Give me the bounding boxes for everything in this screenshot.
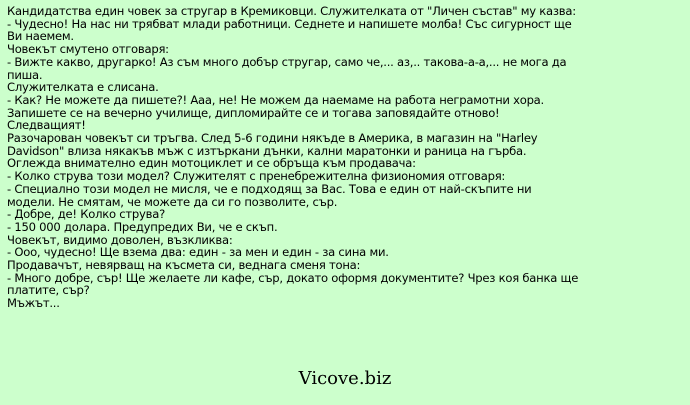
text-line: Разочарован човекът си тръгва. След 5-6 години някъде в Америка, в магазин на "Harley Davidson" влиза някакъв мъж с изтъркани дънки, кални маратонки и раница на гърба. Оглежда внимателно един мотоциклет и се обръща към продавача: [7,131,538,171]
text-line: - Как? Не можете да пишете?! Ааа, не! Не можем да наемаме на работа неграмотни хора. Запишете се на вечерно училище, дипломирайте се и тогава заповядайте отново! Следващият! [7,92,544,133]
text-line: Мъжът... [7,296,60,311]
text-line: - Добре, де! Колко струва? [7,207,165,222]
text-line: - Чудесно! На нас ни трябват млади работници. Седнете и напишете молба! Със сигурност ще Ви наемем. [7,16,572,44]
text-line: - Специално този модел не мисля, че е подходящ за Вас. Това е един от най-скъпите ни модели. Не смятам, че можете да си го позволите, сър. [7,181,532,209]
text-line: Човекът, видимо доволен, възкликва: [7,232,233,247]
text-line: Продавачът, невярващ на късмета си, веднага сменя тона: [7,258,361,273]
text-line: - Много добре, сър! Ще желаете ли кафе, сър, докато оформя документите? Чрез коя банка ще платите, сър? [7,270,579,298]
text-line: Човекът смутено отговаря: [7,42,169,57]
joke-text [7,5,581,310]
text-line: - Вижте какво, другарко! Аз съм много добър стругар, само че,... аз,.. такова-а-а,... не мога да пиша. [7,54,567,82]
text-line: - Ооо, чудесно! Ще взема два: един - за мен и един - за сина ми. [7,245,389,260]
site-watermark: Vicove.biz [298,368,392,389]
text-line: - Колко струва този модел? Служителят с пренебрежителна физиономия отговаря: [7,169,506,184]
text-line: - 150 000 долара. Предупредих Ви, че е скъп. [7,219,278,234]
text-line: Кандидатства един човек за стругар в Кремиковци. Служителката от "Личен състав" му казва: [7,4,576,18]
text-line: Служителката е слисана. [7,80,159,95]
